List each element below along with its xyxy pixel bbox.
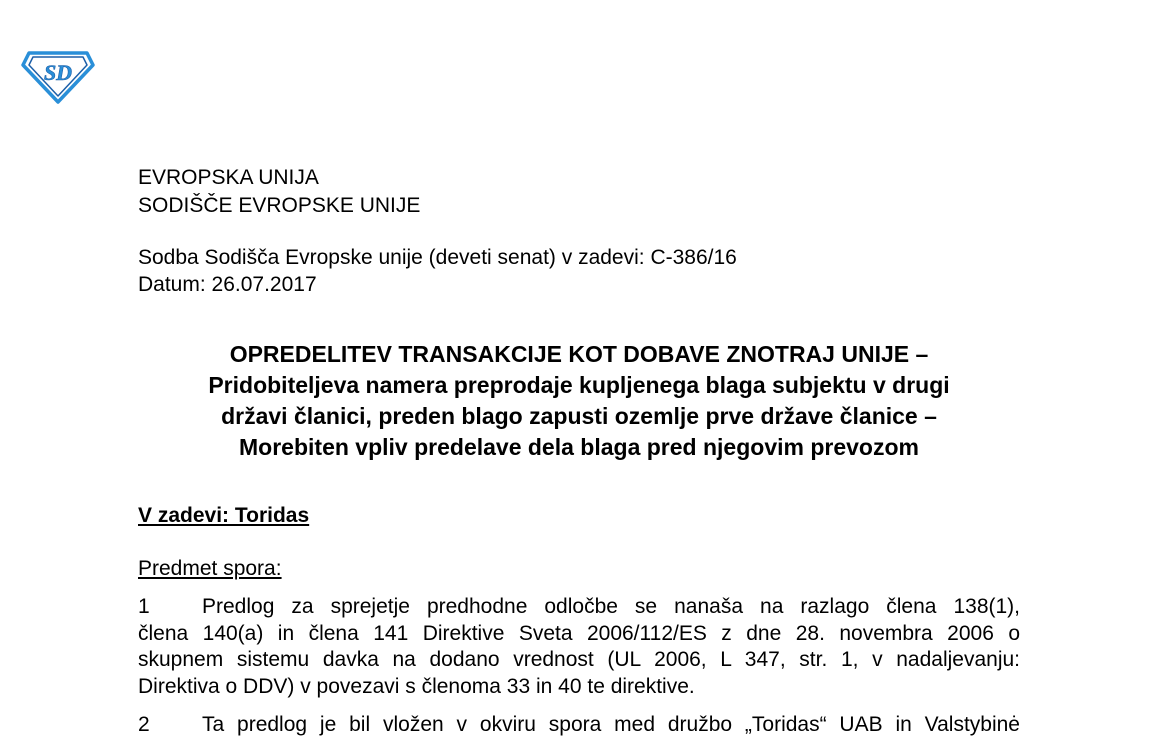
paragraph-text: Ta predlog je bil vložen v okviru spora med družbo „Toridas“ UAB in Valstybinė — [202, 713, 1020, 736]
paragraph-line — [138, 712, 1020, 739]
title-line: OPREDELITEV TRANSAKCIJE KOT DOBAVE ZNOTRAJ UNIJE – — [229, 341, 929, 367]
title-line: Morebiten vpliv predelave dela blaga pred njegovim prevozom — [239, 434, 919, 460]
paragraph-number: 2 — [138, 713, 150, 736]
court-logo-icon — [21, 47, 95, 104]
paragraph-line — [138, 594, 1020, 621]
header-union: EVROPSKA UNIJA — [138, 166, 319, 189]
case-heading: V zadevi: Toridas — [138, 504, 310, 527]
title-line: Pridobiteljeva namera preprodaje kupljenega blaga subjektu v drugi — [208, 372, 950, 398]
subject-heading: Predmet spora: — [138, 557, 282, 580]
paragraph-line: člena 140(a) in člena 141 Direktive Sveta 2006/112/ES z dne 28. novembra 2006 o — [138, 621, 1020, 645]
judgment-date: Datum: 26.07.2017 — [138, 273, 317, 296]
title-line: državi članici, preden blago zapusti ozemlje prve države članice – — [221, 403, 937, 429]
paragraph-1 — [138, 594, 1020, 700]
judgment-reference: Sodba Sodišča Evropske unije (deveti senat) v zadevi: C-386/16 — [138, 246, 737, 269]
document-title — [138, 339, 1020, 463]
paragraph-number: 1 — [138, 595, 150, 618]
paragraph-line: Direktiva o DDV) v povezavi s členoma 33 in 40 te direktive. — [138, 674, 695, 698]
header-court: SODIŠČE EVROPSKE UNIJE — [138, 194, 421, 217]
logo-monogram: SD — [43, 60, 73, 85]
paragraph-2 — [138, 712, 1020, 739]
paragraph-line: skupnem sistemu davka na dodano vrednost (UL 2006, L 347, str. 1, v nadaljevanju: — [138, 648, 1020, 671]
paragraph-text: Predlog za sprejetje predhodne odločbe se nanaša na razlago člena 138(1), — [202, 595, 1020, 618]
